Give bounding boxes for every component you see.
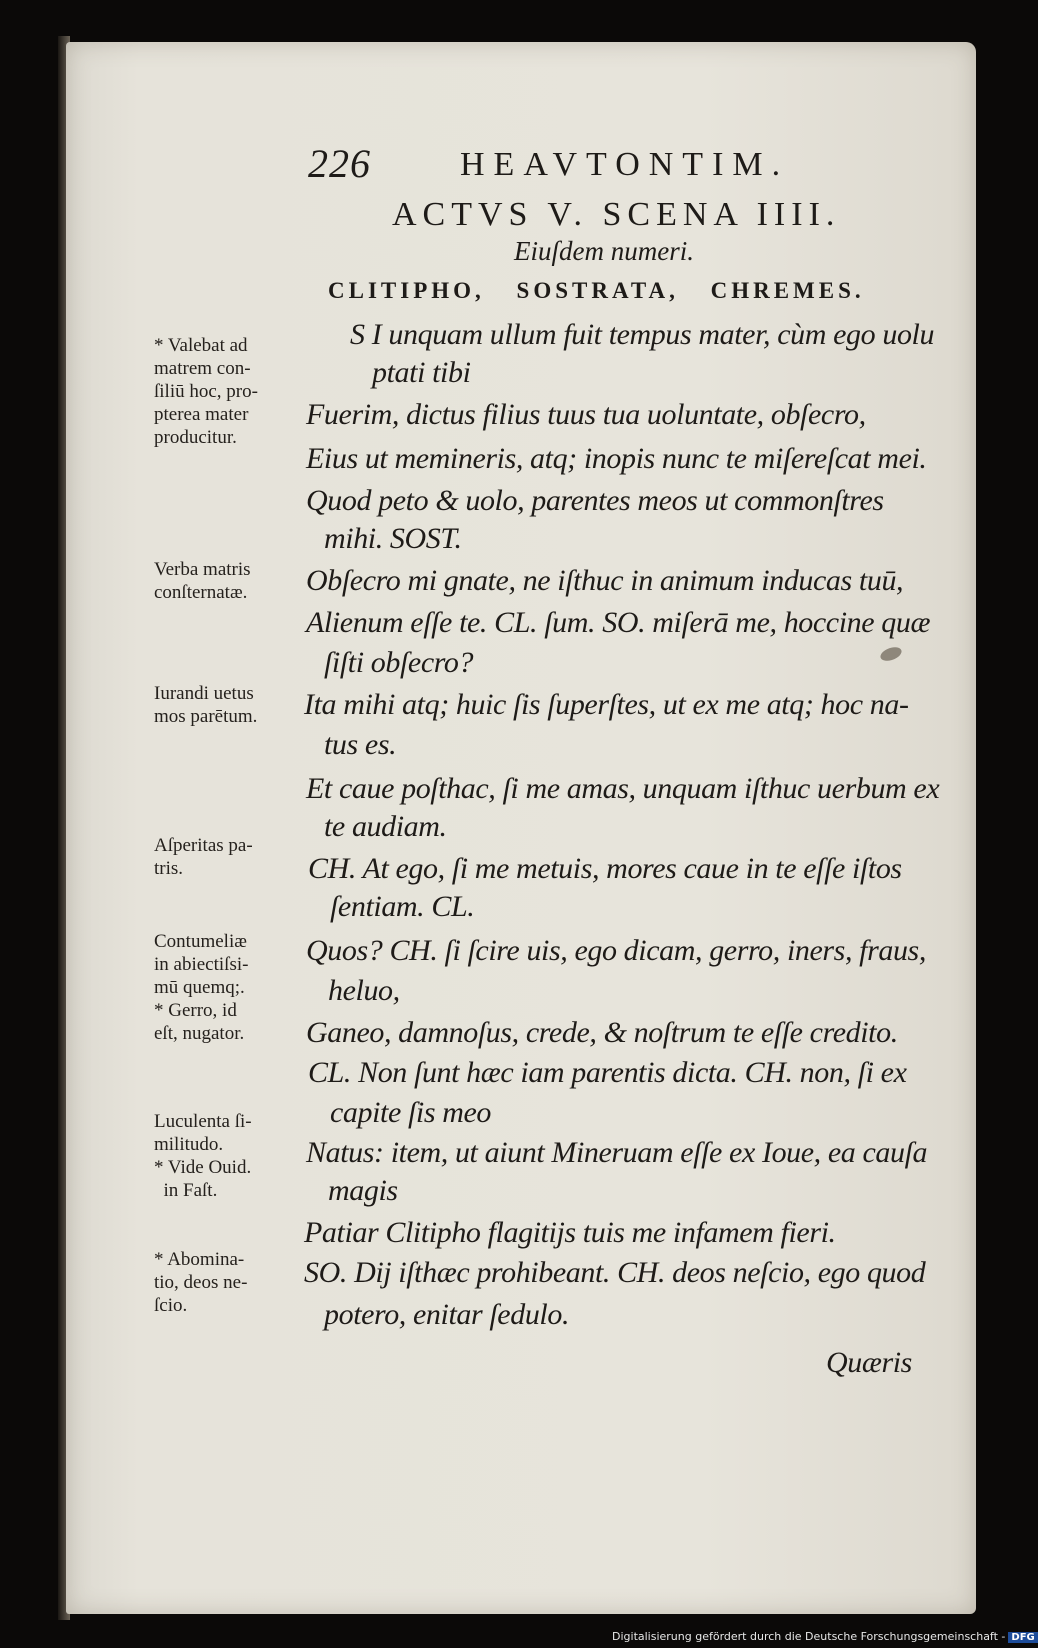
cast-list: CLITIPHO, SOSTRATA, CHREMES. <box>328 278 865 303</box>
verse-line: CL. Non ſunt hæc iam parentis dicta. CH. non, ſi ex <box>308 1056 907 1089</box>
verse-line: Ita mihi atq; huic ſis ſuperſtes, ut ex me atq; hoc na- <box>304 688 909 721</box>
verse-line: CH. At ego, ſi me metuis, mores caue in te eſſe iſtos <box>308 852 902 885</box>
running-title: HEAVTONTIM. <box>460 146 790 183</box>
marginal-note: * Valebat ad matrem con- ſiliū hoc, pro- pterea mater producitur. <box>154 335 258 448</box>
page-number: 226 <box>308 141 371 186</box>
verse-line: Natus: item, ut aiunt Mineruam eſſe ex Ioue, ea cauſa <box>306 1136 928 1169</box>
digitization-credit <box>612 1630 1038 1643</box>
verse-line: SO. Dij iſthæc prohibeant. CH. deos neſcio, ego quod <box>304 1256 926 1289</box>
verse-line: heluo, <box>328 974 400 1007</box>
marginal-note: Contumeliæ in abiectiſsi- mū quemq;. * Gerro, id eſt, nugator. <box>154 931 249 1044</box>
verse-line: magis <box>328 1174 398 1207</box>
verse-line: potero, enitar ſedulo. <box>324 1298 570 1331</box>
verse-line: Eius ut memineris, atq; inopis nunc te miſereſcat mei. <box>306 442 927 475</box>
verse-line: S I unquam ullum fuit tempus mater, cùm ego uolu <box>350 318 935 351</box>
verse-line: Alienum eſſe te. CL. ſum. SO. miſerā me, hoccine quæ <box>306 606 931 639</box>
marginal-note: Luculenta ſi- militudo. * Vide Ouid. in Faſt. <box>154 1111 252 1201</box>
verse-line: ſiſti obſecro? <box>324 646 474 679</box>
verse-line: Ganeo, damnoſus, crede, & noſtrum te eſſe credito. <box>306 1016 898 1049</box>
catchword: Quæris <box>826 1346 912 1379</box>
marginal-note: Iurandi uetus mos parētum. <box>154 683 258 727</box>
scene-subtitle: Eiuſdem numeri. <box>514 236 694 266</box>
verse-line: ſentiam. CL. <box>330 890 475 923</box>
verse-line: Et caue poſthac, ſi me amas, unquam iſthuc uerbum ex <box>306 772 940 805</box>
verse-line: Patiar Clitipho flagitijs tuis me infamem fieri. <box>304 1216 836 1249</box>
verse-line: Fuerim, dictus filius tuus tua uoluntate, obſecro, <box>306 398 866 431</box>
verse-line: Obſecro mi gnate, ne iſthuc in animum inducas tuū, <box>306 564 904 597</box>
verse-line: Quos? CH. ſi ſcire uis, ego dicam, gerro, iners, fraus, <box>306 934 926 967</box>
marginal-note: * Abomina- tio, deos ne- ſcio. <box>154 1249 248 1316</box>
marginal-note: Aſperitas pa- tris. <box>154 835 253 879</box>
marginal-note: Verba matris conſternatæ. <box>154 559 251 603</box>
verse-line: te audiam. <box>324 810 447 843</box>
verse-line: Quod peto & uolo, parentes meos ut commonſtres <box>306 484 884 517</box>
verse-line: ptati tibi <box>372 356 471 389</box>
verse-line: tus es. <box>324 728 397 761</box>
credit-text: Digitalisierung gefördert durch die Deutsche Forschungsgemeinschaft - <box>612 1630 1006 1643</box>
dfg-logo: DFG <box>1008 1632 1037 1643</box>
verse-line: mihi. SOST. <box>324 522 462 555</box>
act-scene-heading: ACTVS V. SCENA IIII. <box>392 196 841 233</box>
verse-line: capite ſis meo <box>330 1096 492 1129</box>
